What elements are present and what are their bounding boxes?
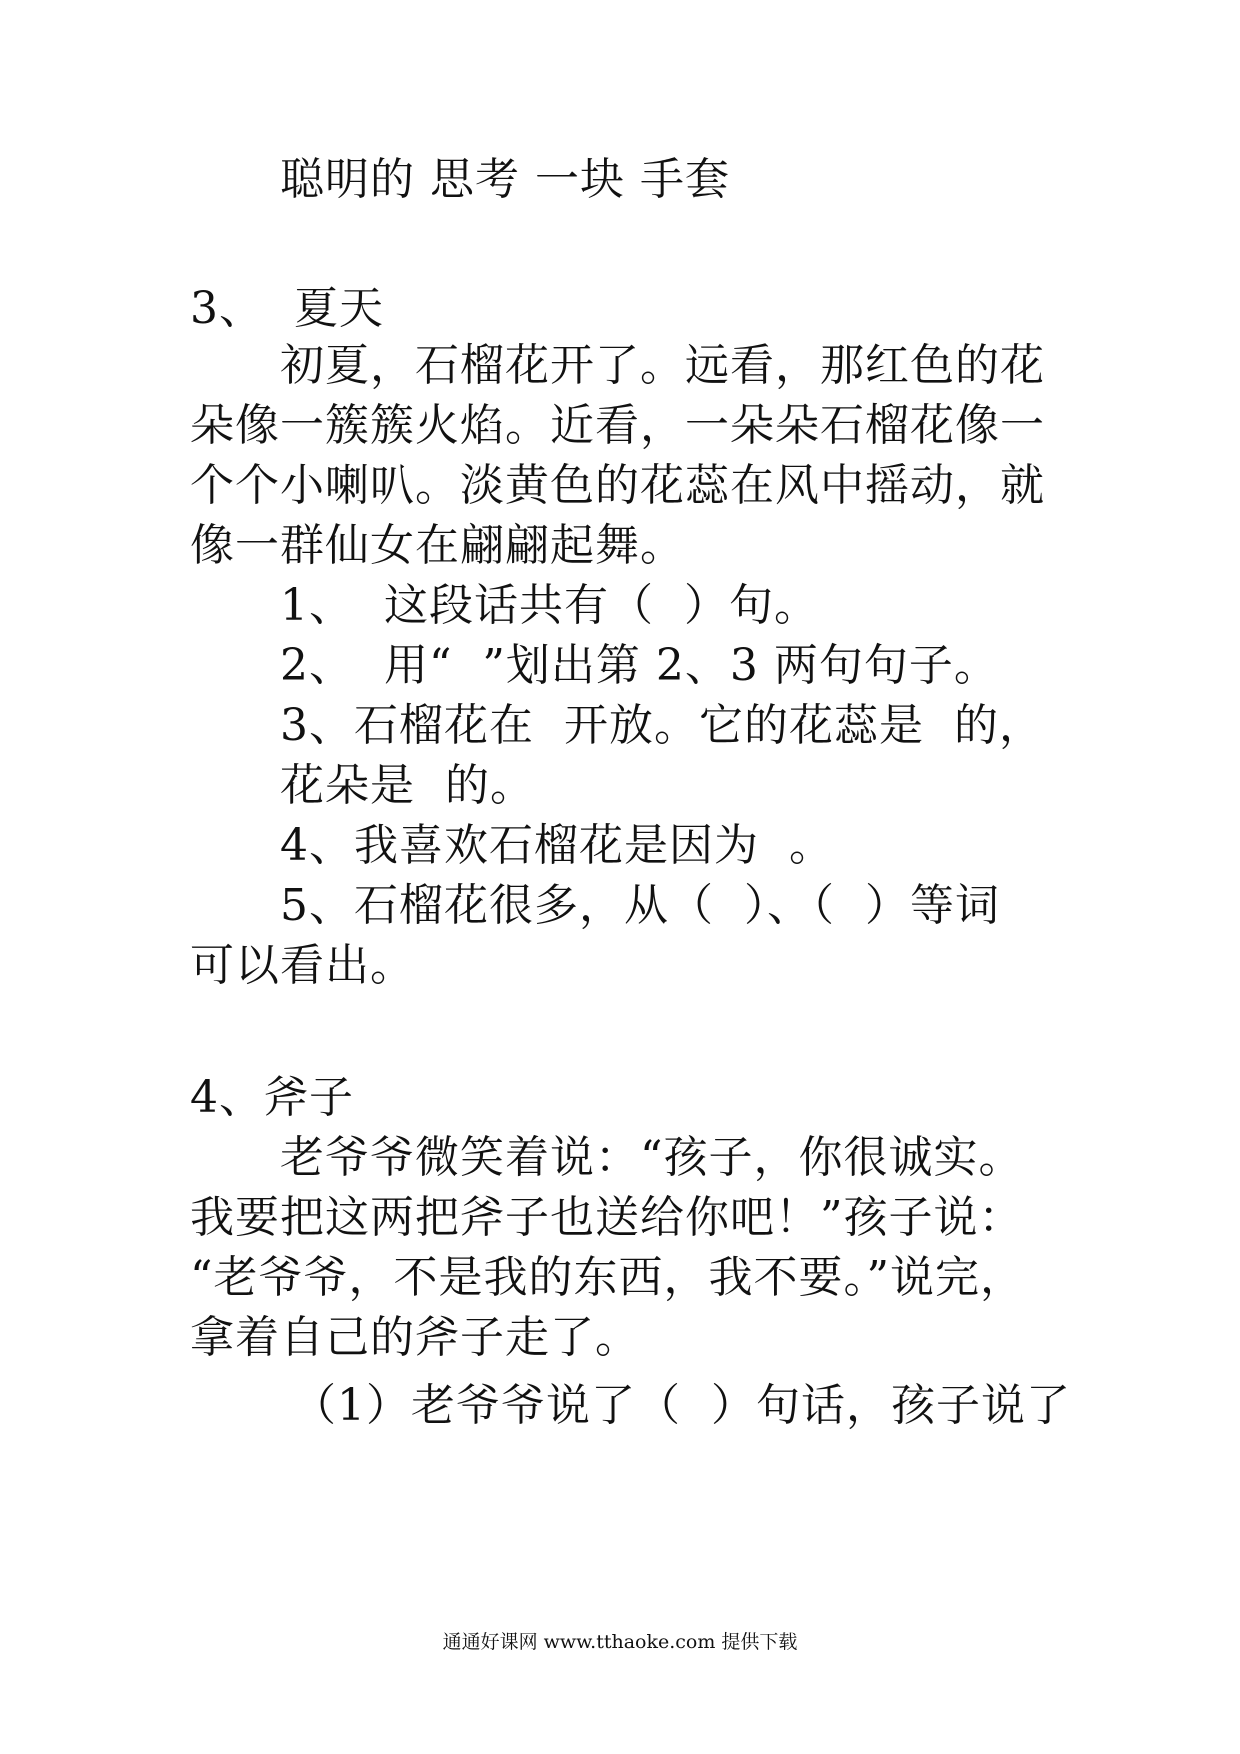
section-3-passage-line: 像一群仙女在翩翩起舞。	[190, 520, 685, 571]
section-3-passage-line: 初夏，石榴花开了。远看，那红色的花	[280, 340, 1045, 391]
section-3-question: 5、石榴花很多，从（ ）、（ ）等词	[280, 880, 1000, 931]
section-4-passage-line: 我要把这两把斧子也送给你吧！”孩子说：	[190, 1192, 1024, 1243]
section-4-passage-line: 拿着自己的斧子走了。	[190, 1312, 640, 1363]
section-3-question: 花朵是 的。	[280, 760, 535, 811]
section-3-question: 1、 这段话共有（ ）句。	[280, 580, 819, 631]
section-3-question: 2、 用“ ”划出第 2、3 两句句子。	[280, 640, 999, 691]
section-4-question: （1）老爷爷说了（ ）句话，孩子说了	[292, 1380, 1071, 1431]
section-3-passage-line: 朵像一簇簇火焰。近看，一朵朵石榴花像一	[190, 400, 1045, 451]
section-3-question: 4、我喜欢石榴花是因为 。	[280, 820, 834, 871]
section-4-heading: 4、斧子	[190, 1072, 354, 1123]
section-3-passage-line: 个个小喇叭。淡黄色的花蕊在风中摇动，就	[190, 460, 1045, 511]
section-3-question: 可以看出。	[190, 940, 415, 991]
section-3-heading: 3、 夏天	[190, 283, 384, 334]
section-4-passage-line: 老爷爷微笑着说：“孩子，你很诚实。	[280, 1132, 1024, 1183]
footer-source-line: 通通好课网 www.tthaoke.com 提供下载	[442, 1631, 798, 1653]
section-4-passage-line: “老爷爷，不是我的东西，我不要。”说完，	[190, 1252, 1025, 1303]
word-list-line: 聪明的 思考 一块 手套	[280, 154, 730, 205]
section-3-question: 3、石榴花在 开放。它的花蕊是 的，	[280, 700, 1044, 751]
